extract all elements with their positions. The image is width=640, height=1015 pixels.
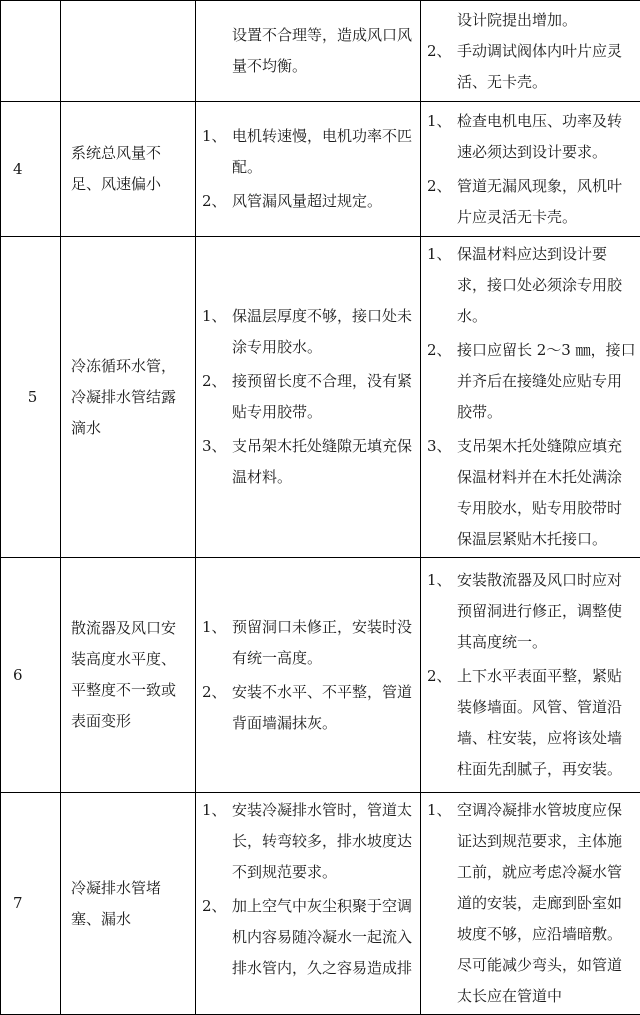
item-text: 保温材料应达到设计要求，接口处必须涂专用胶水。 <box>457 239 636 332</box>
cause-item <box>202 121 416 183</box>
measure-item <box>427 335 636 428</box>
table-row <box>1 1 640 102</box>
measure-item <box>427 239 636 332</box>
item-text: 上下水平表面平整，紧贴装修墙面。风管、管道沿墙、柱安装，应将该处墙柱面先刮腻子，再安装。 <box>457 661 636 785</box>
measure-item <box>427 36 636 98</box>
item-text: 预留洞口未修正，安装时没有统一高度。 <box>232 612 416 674</box>
item-marker: 2、 <box>202 186 232 217</box>
measures-cell <box>421 1 640 102</box>
item-text: 安装不水平、不平整，管道背面墙漏抹灰。 <box>232 677 416 739</box>
item-text: 安装散流器及风口时应对预留洞进行修正，调整使其高度统一。 <box>457 565 636 658</box>
measures-cell <box>421 237 640 558</box>
causes-cell <box>196 793 421 1015</box>
cause-item <box>202 186 416 217</box>
cause-item <box>202 677 416 739</box>
row-number: 5 <box>1 237 61 558</box>
item-marker: 1、 <box>202 301 232 332</box>
item-text: 空调冷凝排水管坡度应保证达到规范要求，主体施工前，就应考虑冷凝水管道的安装，走廊到卧室如坡度不够，应沿墙暗敷。尽可能减少弯头，如管道太长应在管道中 <box>457 795 636 1012</box>
item-marker: 2、 <box>202 677 232 708</box>
causes-cell <box>196 102 421 237</box>
cause-item <box>202 891 416 984</box>
measure-item <box>427 565 636 658</box>
measure-text: 设计院提出增加。 <box>427 5 636 36</box>
item-marker: 1、 <box>427 106 457 137</box>
item-marker: 2、 <box>202 366 232 397</box>
measures-cell <box>421 102 640 237</box>
measure-item <box>427 795 636 1012</box>
causes-cell <box>196 237 421 558</box>
row-number: 6 <box>1 558 61 793</box>
item-text: 管道无漏风现象，风机叶片应灵活无卡壳。 <box>457 171 636 233</box>
item-marker: 2、 <box>427 36 457 67</box>
item-marker: 1、 <box>202 121 232 152</box>
cause-text: 设置不合理等，造成风口风量不均衡。 <box>202 20 416 82</box>
item-text: 风管漏风量超过规定。 <box>232 186 416 217</box>
problem-cell: 冷凝排水管堵塞、漏水 <box>61 793 196 1015</box>
row-number: 7 <box>1 793 61 1015</box>
item-marker: 1、 <box>427 565 457 596</box>
measures-cell <box>421 793 640 1015</box>
row-number <box>1 1 61 102</box>
item-text: 电机转速慢，电机功率不匹配。 <box>232 121 416 183</box>
item-marker: 2、 <box>427 661 457 692</box>
item-text: 加上空气中灰尘积聚于空调机内容易随冷凝水一起流入排水管内，久之容易造成排 <box>232 891 416 984</box>
item-marker: 1、 <box>202 612 232 643</box>
item-marker: 2、 <box>427 335 457 366</box>
table-row <box>1 237 640 558</box>
item-text: 接口应留长 2～3 ㎜，接口并齐后在接缝处应贴专用胶带。 <box>457 335 636 428</box>
item-marker: 1、 <box>202 795 232 826</box>
measure-item <box>427 431 636 555</box>
item-text: 检查电机电压、功率及转速必须达到设计要求。 <box>457 106 636 168</box>
row-number: 4 <box>1 102 61 237</box>
item-text: 保温层厚度不够，接口处未涂专用胶水。 <box>232 301 416 363</box>
cause-item <box>202 612 416 674</box>
measure-item <box>427 106 636 168</box>
problem-cell: 散流器及风口安装高度水平度、平整度不一致或表面变形 <box>61 558 196 793</box>
item-text: 支吊架木托处缝隙应填充保温材料并在木托处满涂专用胶水，贴专用胶带时保温层紧贴木托接口。 <box>457 431 636 555</box>
problem-cell: 冷冻循环水管，冷凝排水管结露滴水 <box>61 237 196 558</box>
item-text: 安装冷凝排水管时，管道太长，转弯较多，排水坡度达不到规范要求。 <box>232 795 416 888</box>
cause-item <box>202 795 416 888</box>
item-text: 支吊架木托处缝隙无填充保温材料。 <box>232 431 416 493</box>
table-row <box>1 102 640 237</box>
item-marker: 2、 <box>202 891 232 922</box>
problem-cell: 系统总风量不足、风速偏小 <box>61 102 196 237</box>
measures-cell <box>421 558 640 793</box>
table-row <box>1 558 640 793</box>
causes-cell <box>196 1 421 102</box>
item-marker: 3、 <box>427 431 457 462</box>
table-row <box>1 793 640 1015</box>
cause-item <box>202 366 416 428</box>
item-marker: 1、 <box>427 239 457 270</box>
measure-item <box>427 661 636 785</box>
cause-item <box>202 431 416 493</box>
causes-cell <box>196 558 421 793</box>
measure-item <box>427 171 636 233</box>
item-text: 接预留长度不合理，没有紧贴专用胶带。 <box>232 366 416 428</box>
item-marker: 2、 <box>427 171 457 202</box>
item-marker: 1、 <box>427 795 457 826</box>
problem-cell <box>61 1 196 102</box>
item-marker: 3、 <box>202 431 232 462</box>
cause-item <box>202 301 416 363</box>
item-text: 手动调试阀体内叶片应灵活、无卡壳。 <box>457 36 636 98</box>
